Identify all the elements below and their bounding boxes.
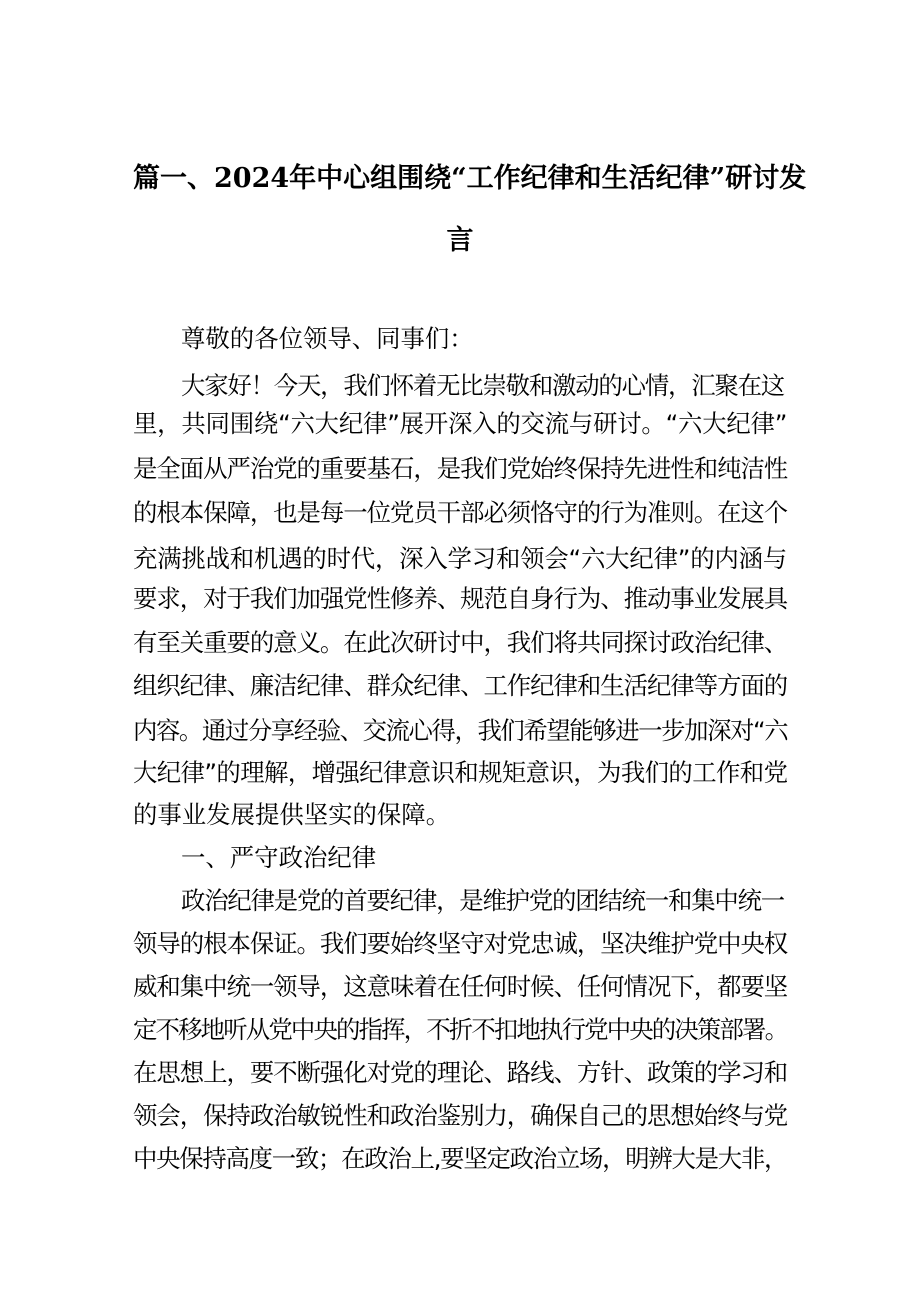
paragraph-line: 政治纪律是党的首要纪律，是维护党的团结统一和集中统一 [181,886,784,915]
paragraph-line: 大纪律”的理解，增强纪律意识和规矩意识，为我们的工作和党 [133,758,788,787]
paragraph-line: 里，共同围绕“六大纪律”展开深入的交流与研讨。“六大纪律” [133,409,787,438]
paragraph-line: 领会，保持政治敏锐性和政治鉴别力，确保自己的思想始终与党 [133,1101,787,1130]
paragraph-line: 内容。通过分享经验、交流心得，我们希望能够进一步加深对“六 [133,716,787,745]
paragraph-line: 定不移地听从党中央的指挥，不折不扣地执行党中央的决策部署。 [133,1015,787,1044]
paragraph-line: 领导的根本保证。我们要始终坚守对党忠诚，坚决维护党中央权 [133,929,787,958]
paragraph-line: 的根本保障，也是每一位党员干部必须恪守的行为准则。在这个 [133,498,787,527]
paragraph-line: 中央保持高度一致；在政治上,要坚定政治立场，明辨大是大非， [133,1144,787,1173]
paragraph-line: 是全面从严治党的重要基石，是我们党始终保持先进性和纯洁性 [133,454,787,483]
paragraph-line: 有至关重要的意义。在此次研讨中，我们将共同探讨政治纪律、 [133,628,787,657]
paragraph-line: 威和集中统一领导，这意味着在任何时候、任何情况下，都要坚 [133,972,787,1001]
document-title-line-2: 言 [446,225,474,256]
salutation: 尊敬的各位领导、同事们： [181,324,474,353]
paragraph-line: 在思想上，要不断强化对党的理论、路线、方针、政策的学习和 [133,1058,787,1087]
paragraph-line: 充满挑战和机遇的时代，深入学习和领会“六大纪律”的内涵与 [133,544,787,573]
paragraph-line: 组织纪律、廉洁纪律、群众纪律、工作纪律和生活纪律等方面的 [133,671,787,700]
document-title-line-1: 篇一、2024年中心组围绕“工作纪律和生活纪律”研讨发 [133,163,807,194]
paragraph-line: 的事业发展提供坚实的保障。 [133,800,451,829]
paragraph-line: 要求，对于我们加强党性修养、规范自身行为、推动事业发展具 [133,584,787,613]
section-heading: 一、严守政治纪律 [181,843,377,872]
paragraph-line: 大家好！今天，我们怀着无比崇敬和激动的心情，汇聚在这 [181,371,784,400]
